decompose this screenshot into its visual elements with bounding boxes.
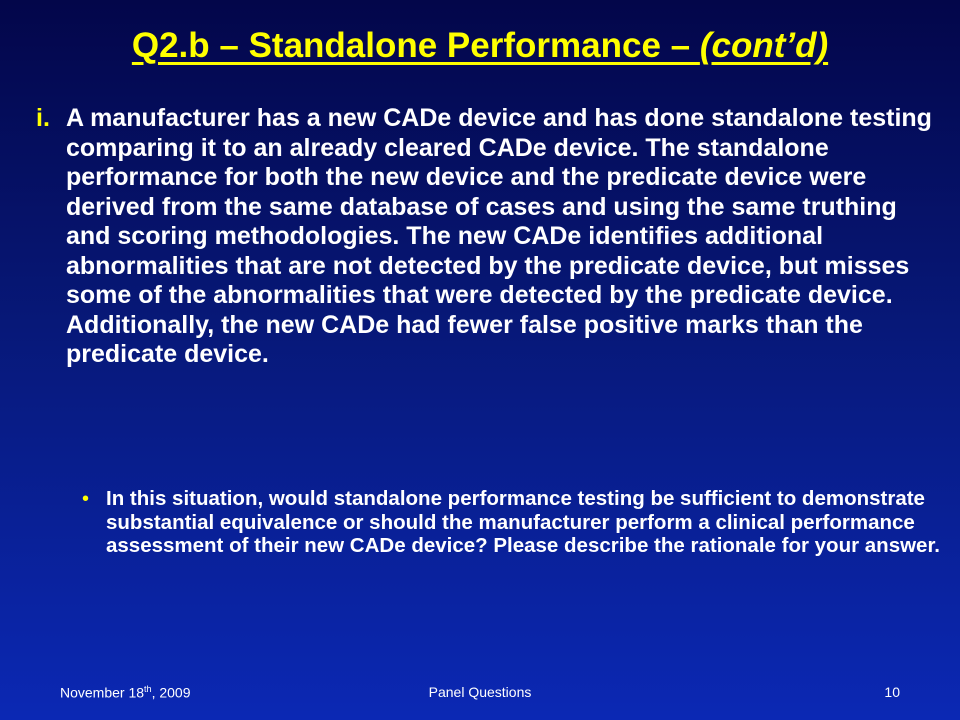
bullet-text: In this situation, would standalone performance testing be sufficient to demonstrate substantial equivalence or should the manufacturer perform a clinical performance assessment of their new CADe device? Please describe the rationale for your answer. xyxy=(106,487,940,557)
slide-title xyxy=(0,26,960,66)
footer-date-year: , 2009 xyxy=(151,684,191,701)
slide-title-main: Q2.b – Standalone Performance – xyxy=(131,26,700,65)
bullet-icon: • xyxy=(82,488,90,510)
item-text: A manufacturer has a new CADe device and has done standalone testing comparing it to an already cleared CADe device. The standalone performance for both the new device and the predicate device were derived from the same database of cases and using the same truthing and scoring methodologies. The new CADe identifies additional abnormalities that are not detected by the predicate device, but misses some of the abnormalities that were detected by the predicate device. Additionally, the new CADe had fewer false positive marks than the predicate device. xyxy=(66,104,932,368)
slide-title-italic: (cont’d) xyxy=(699,26,829,65)
page-number: 10 xyxy=(884,684,900,700)
footer-date-main: November 18 xyxy=(60,684,145,701)
footer-title: Panel Questions xyxy=(428,684,532,700)
item-marker: i. xyxy=(36,104,50,132)
footer-date-suffix: th xyxy=(144,684,152,694)
